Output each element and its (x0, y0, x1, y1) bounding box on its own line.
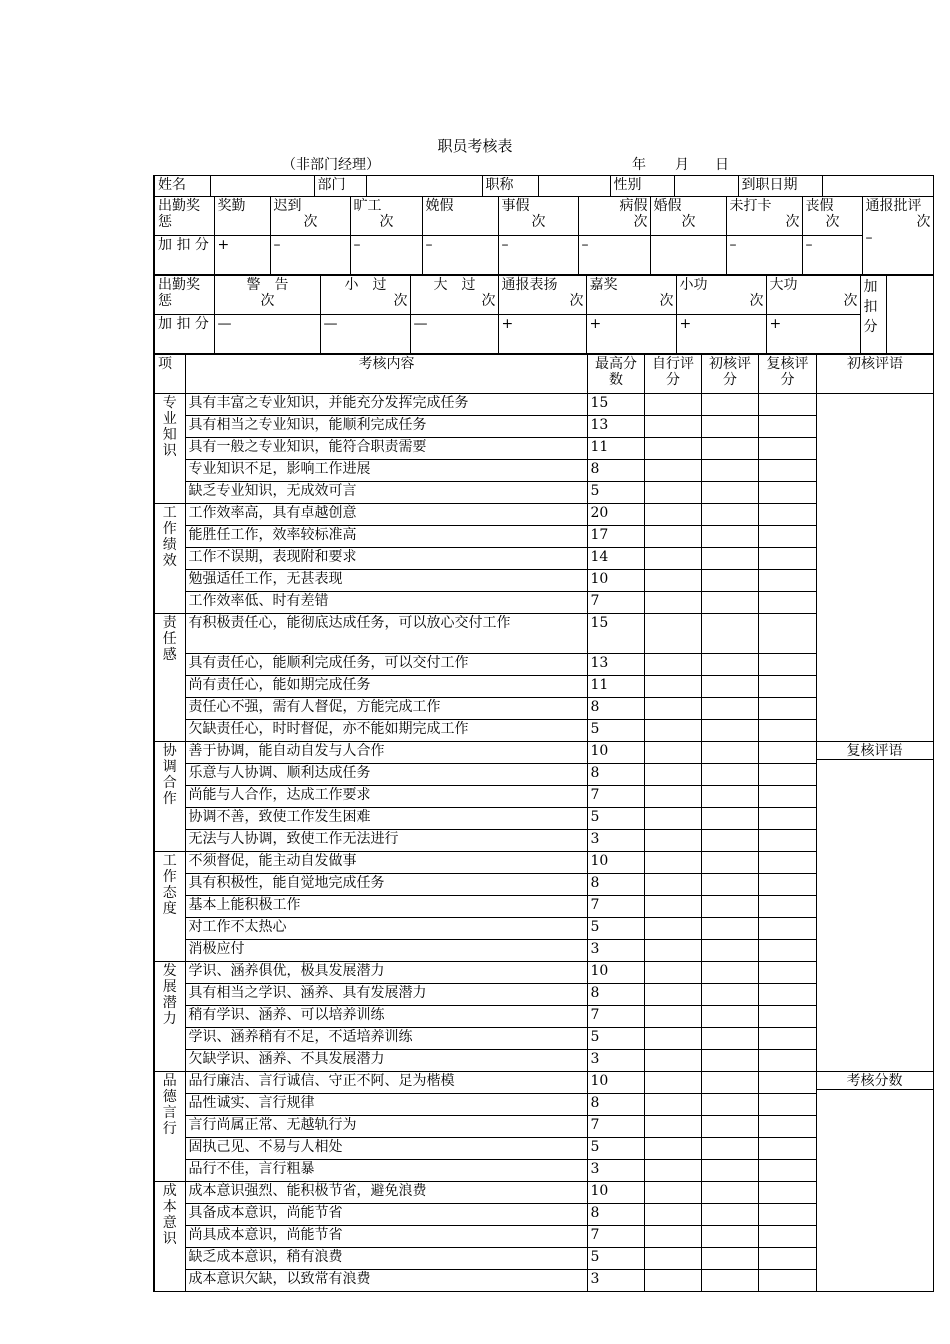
review-score-field[interactable] (758, 1248, 816, 1270)
first-score-field[interactable] (701, 742, 758, 764)
review-score-field[interactable] (758, 460, 816, 482)
first-score-field[interactable] (701, 720, 758, 742)
self-score-field[interactable] (644, 1270, 701, 1292)
max-score: 5 (587, 720, 644, 742)
att2-points-cell[interactable]: — (214, 315, 320, 354)
first-score-field[interactable] (701, 1094, 758, 1116)
category-label: 工作绩效 (154, 504, 185, 614)
first-score-field[interactable] (701, 874, 758, 896)
header-review-score: 复核评分 (758, 355, 816, 394)
first-score-field[interactable] (701, 526, 758, 548)
gender-label: 性别 (610, 176, 674, 197)
att1-points-cell[interactable]: – (802, 236, 862, 275)
att2-points-cell[interactable]: — (410, 315, 498, 354)
criteria-text: 成本意识欠缺，以致常有浪费 (185, 1270, 587, 1292)
criteria-text: 勉强适任工作，无甚表现 (185, 570, 587, 592)
max-score: 15 (587, 394, 644, 416)
criteria-row (154, 1072, 933, 1094)
review-score-field[interactable] (758, 984, 816, 1006)
review-score-field[interactable] (758, 962, 816, 984)
self-score-field[interactable] (644, 570, 701, 592)
first-score-field[interactable] (701, 394, 758, 416)
form-subtitle: （非部门经理） (282, 157, 380, 173)
max-score: 5 (587, 808, 644, 830)
max-score: 10 (587, 570, 644, 592)
criteria-text: 品性诚实、言行规律 (185, 1094, 587, 1116)
max-score: 10 (587, 962, 644, 984)
review-comment-label: 复核评语 (817, 743, 933, 760)
first-score-field[interactable] (701, 786, 758, 808)
review-score-field[interactable] (758, 394, 816, 416)
first-score-field[interactable] (701, 438, 758, 460)
max-score: 3 (587, 940, 644, 962)
max-score: 8 (587, 764, 644, 786)
self-score-field[interactable] (644, 1072, 701, 1094)
att1-item-label: 通报批评 次 – (862, 197, 933, 275)
join-date-label: 到职日期 (738, 176, 822, 197)
max-score: 7 (587, 1226, 644, 1248)
self-score-field[interactable] (644, 614, 701, 654)
criteria-text: 尚具成本意识，尚能节省 (185, 1226, 587, 1248)
max-score: 14 (587, 548, 644, 570)
review-score-field[interactable] (758, 548, 816, 570)
header-first-comment: 初核评语 (816, 355, 933, 394)
max-score: 10 (587, 1182, 644, 1204)
header-self-score: 自行评分 (644, 355, 701, 394)
review-score-field[interactable] (758, 1226, 816, 1248)
first-score-field[interactable] (701, 1028, 758, 1050)
review-score-field[interactable] (758, 1006, 816, 1028)
header-content: 考核内容 (185, 355, 587, 394)
att1-points-cell[interactable]: – (422, 236, 498, 275)
review-score-field[interactable] (758, 720, 816, 742)
att2-points-cell[interactable]: + (766, 315, 860, 354)
first-score-field[interactable] (701, 1182, 758, 1204)
header-first-score: 初核评分 (701, 355, 758, 394)
self-score-field[interactable] (644, 808, 701, 830)
first-score-field[interactable] (701, 1248, 758, 1270)
first-score-field[interactable] (701, 918, 758, 940)
max-score: 15 (587, 614, 644, 654)
self-score-field[interactable] (644, 1226, 701, 1248)
first-score-field[interactable] (701, 940, 758, 962)
review-score-field[interactable] (758, 676, 816, 698)
self-score-field[interactable] (644, 720, 701, 742)
att1-points-label: 加 扣 分 (154, 236, 214, 275)
criteria-text: 有积极责任心，能彻底达成任务，可以放心交付工作 (185, 614, 587, 654)
review-score-field[interactable] (758, 830, 816, 852)
att2-last-label: 加扣分 (860, 276, 886, 354)
self-score-field[interactable] (644, 786, 701, 808)
criteria-text: 尚能与人合作，达成工作要求 (185, 786, 587, 808)
first-score-field[interactable] (701, 460, 758, 482)
first-score-field[interactable] (701, 1050, 758, 1072)
att1-item-label: 迟到 次 (270, 197, 350, 236)
max-score: 5 (587, 1028, 644, 1050)
att1-item-label: 未打卡 次 (726, 197, 802, 236)
form-subtitle-line (0, 154, 950, 174)
first-score-field[interactable] (701, 482, 758, 504)
self-score-field[interactable] (644, 962, 701, 984)
max-score: 10 (587, 852, 644, 874)
criteria-text: 学识、涵养俱优，极具发展潜力 (185, 962, 587, 984)
att2-item-label: 嘉奖 次 (586, 276, 676, 315)
review-score-field[interactable] (758, 592, 816, 614)
att2-row-label: 出勤奖惩 (154, 276, 214, 315)
category-label: 品德言行 (154, 1072, 185, 1182)
review-score-field[interactable] (758, 526, 816, 548)
header-max-score: 最高分数 (587, 355, 644, 394)
self-score-field[interactable] (644, 874, 701, 896)
review-score-field[interactable] (758, 1204, 816, 1226)
criteria-text: 工作不误期，表现附和要求 (185, 548, 587, 570)
max-score: 7 (587, 1006, 644, 1028)
max-score: 3 (587, 1270, 644, 1292)
review-score-field[interactable] (758, 742, 816, 764)
first-score-field[interactable] (701, 830, 758, 852)
first-score-field[interactable] (701, 1006, 758, 1028)
attendance-table-2 (153, 275, 934, 354)
max-score: 3 (587, 830, 644, 852)
review-score-field[interactable] (758, 570, 816, 592)
review-score-field[interactable] (758, 808, 816, 830)
review-comment-field[interactable] (816, 742, 933, 1072)
att1-row-label: 出勤奖惩 (154, 197, 214, 236)
self-score-field[interactable] (644, 654, 701, 676)
max-score: 11 (587, 438, 644, 460)
max-score: 11 (587, 676, 644, 698)
first-score-field[interactable] (701, 808, 758, 830)
att1-points-cell[interactable] (650, 236, 726, 275)
att2-item-label: 警 告 次 (214, 276, 320, 315)
max-score: 7 (587, 896, 644, 918)
review-score-field[interactable] (758, 416, 816, 438)
criteria-text: 协调不善，致使工作发生困难 (185, 808, 587, 830)
att2-points-cell[interactable]: + (498, 315, 586, 354)
criteria-text: 尚有责任心，能如期完成任务 (185, 676, 587, 698)
first-score-field[interactable] (701, 548, 758, 570)
criteria-text: 学识、涵养稍有不足，不适培养训练 (185, 1028, 587, 1050)
first-score-field[interactable] (701, 984, 758, 1006)
max-score: 20 (587, 504, 644, 526)
self-score-field[interactable] (644, 1204, 701, 1226)
self-score-field[interactable] (644, 1160, 701, 1182)
max-score: 8 (587, 984, 644, 1006)
review-score-field[interactable] (758, 764, 816, 786)
review-score-field[interactable] (758, 940, 816, 962)
first-score-field[interactable] (701, 504, 758, 526)
review-score-field[interactable] (758, 614, 816, 654)
review-score-field[interactable] (758, 1270, 816, 1292)
gender-field[interactable] (674, 176, 738, 197)
review-score-field[interactable] (758, 1182, 816, 1204)
self-score-field[interactable] (644, 1138, 701, 1160)
att2-item-label: 小功 次 (676, 276, 766, 315)
self-score-field[interactable] (644, 764, 701, 786)
self-score-field[interactable] (644, 984, 701, 1006)
self-score-field[interactable] (644, 698, 701, 720)
criteria-text: 乐意与人协调、顺利达成任务 (185, 764, 587, 786)
criteria-text: 责任心不强，需有人督促，方能完成工作 (185, 698, 587, 720)
first-score-field[interactable] (701, 1226, 758, 1248)
total-score-field[interactable] (816, 1072, 933, 1292)
review-score-field[interactable] (758, 1116, 816, 1138)
first-score-field[interactable] (701, 764, 758, 786)
criteria-row (154, 742, 933, 764)
criteria-text: 欠缺责任心，时时督促，亦不能如期完成工作 (185, 720, 587, 742)
self-score-field[interactable] (644, 1006, 701, 1028)
category-label: 工作态度 (154, 852, 185, 962)
date-month-label: 月 (675, 157, 689, 173)
criteria-text: 能胜任工作，效率较标准高 (185, 526, 587, 548)
review-score-field[interactable] (758, 1028, 816, 1050)
criteria-text: 善于协调，能自动自发与人合作 (185, 742, 587, 764)
criteria-text: 具有相当之学识、涵养、具有发展潜力 (185, 984, 587, 1006)
criteria-text: 基本上能积极工作 (185, 896, 587, 918)
first-score-field[interactable] (701, 852, 758, 874)
self-score-field[interactable] (644, 742, 701, 764)
self-score-field[interactable] (644, 830, 701, 852)
first-score-field[interactable] (701, 1270, 758, 1292)
header-item: 项 (154, 355, 185, 394)
att1-points-cell[interactable]: + (214, 236, 270, 275)
first-score-field[interactable] (701, 1204, 758, 1226)
criteria-text: 具备成本意识，尚能节省 (185, 1204, 587, 1226)
review-score-field[interactable] (758, 438, 816, 460)
max-score: 7 (587, 1116, 644, 1138)
review-score-field[interactable] (758, 1050, 816, 1072)
criteria-text: 固执己见、不易与人相处 (185, 1138, 587, 1160)
self-score-field[interactable] (644, 1028, 701, 1050)
category-label: 成本意识 (154, 1182, 185, 1292)
att2-last-field[interactable] (886, 276, 933, 354)
review-score-field[interactable] (758, 918, 816, 940)
evaluation-table (153, 354, 934, 1292)
first-score-field[interactable] (701, 592, 758, 614)
criteria-text: 品行不佳，言行粗暴 (185, 1160, 587, 1182)
att1-item-label: 婚假 次 (650, 197, 726, 236)
max-score: 13 (587, 654, 644, 676)
self-score-field[interactable] (644, 548, 701, 570)
criteria-text: 工作效率低、时有差错 (185, 592, 587, 614)
att1-points-cell[interactable]: – (726, 236, 802, 275)
first-score-field[interactable] (701, 1072, 758, 1094)
first-score-field[interactable] (701, 1116, 758, 1138)
criteria-text: 缺乏成本意识，稍有浪费 (185, 1248, 587, 1270)
category-label: 责任感 (154, 614, 185, 742)
date-year-label: 年 (632, 157, 646, 173)
review-score-field[interactable] (758, 1160, 816, 1182)
att2-points-cell[interactable]: — (320, 315, 410, 354)
att1-points-cell[interactable]: – (270, 236, 350, 275)
max-score: 7 (587, 786, 644, 808)
self-score-field[interactable] (644, 416, 701, 438)
criteria-text: 消极应付 (185, 940, 587, 962)
att2-item-label: 通报表扬 次 (498, 276, 586, 315)
criteria-text: 欠缺学识、涵养、不具发展潜力 (185, 1050, 587, 1072)
att1-points-cell[interactable]: – (350, 236, 422, 275)
date-day-label: 日 (715, 157, 729, 173)
review-score-field[interactable] (758, 1138, 816, 1160)
self-score-field[interactable] (644, 676, 701, 698)
self-score-field[interactable] (644, 526, 701, 548)
self-score-field[interactable] (644, 1094, 701, 1116)
criteria-text: 无法与人协调，致使工作无法进行 (185, 830, 587, 852)
criteria-text: 具有一般之专业知识，能符合职责需要 (185, 438, 587, 460)
first-comment-field[interactable] (816, 394, 933, 742)
first-score-field[interactable] (701, 1160, 758, 1182)
first-score-field[interactable] (701, 676, 758, 698)
position-field[interactable] (538, 176, 610, 197)
criteria-text: 专业知识不足，影响工作进展 (185, 460, 587, 482)
max-score: 5 (587, 482, 644, 504)
review-score-field[interactable] (758, 896, 816, 918)
first-score-field[interactable] (701, 698, 758, 720)
self-score-field[interactable] (644, 1116, 701, 1138)
first-score-field[interactable] (701, 570, 758, 592)
criteria-text: 品行廉洁、言行诚信、守正不阿、足为楷模 (185, 1072, 587, 1094)
att1-points-cell[interactable]: – (578, 236, 650, 275)
att1-item-label: 奖勤 (214, 197, 270, 236)
review-score-field[interactable] (758, 852, 816, 874)
criteria-text: 具有丰富之专业知识，并能充分发挥完成任务 (185, 394, 587, 416)
max-score: 3 (587, 1050, 644, 1072)
max-score: 8 (587, 460, 644, 482)
review-score-field[interactable] (758, 504, 816, 526)
criteria-text: 具有积极性，能自觉地完成任务 (185, 874, 587, 896)
name-label: 姓名 (154, 176, 210, 197)
att2-item-label: 大功 次 (766, 276, 860, 315)
max-score: 3 (587, 1160, 644, 1182)
self-score-field[interactable] (644, 592, 701, 614)
att2-points-cell[interactable]: + (586, 315, 676, 354)
employee-info-table (153, 175, 934, 197)
first-score-field[interactable] (701, 614, 758, 654)
first-score-field[interactable] (701, 416, 758, 438)
self-score-field[interactable] (644, 1182, 701, 1204)
criteria-text: 言行尚属正常、无越轨行为 (185, 1116, 587, 1138)
dept-label: 部门 (314, 176, 366, 197)
first-score-field[interactable] (701, 962, 758, 984)
criteria-text: 对工作不太热心 (185, 918, 587, 940)
att2-points-cell[interactable]: + (676, 315, 766, 354)
max-score: 8 (587, 1204, 644, 1226)
max-score: 10 (587, 1072, 644, 1094)
self-score-field[interactable] (644, 460, 701, 482)
form-title: 职员考核表 (437, 137, 513, 155)
first-score-field[interactable] (701, 1138, 758, 1160)
self-score-field[interactable] (644, 896, 701, 918)
review-score-field[interactable] (758, 786, 816, 808)
category-label: 协调合作 (154, 742, 185, 852)
max-score: 5 (587, 1138, 644, 1160)
criteria-text: 工作效率高，具有卓越创意 (185, 504, 587, 526)
att2-item-label: 大 过 次 (410, 276, 498, 315)
criteria-text: 稍有学识、涵养、可以培养训练 (185, 1006, 587, 1028)
total-score-label: 考核分数 (817, 1073, 933, 1090)
att2-points-label: 加 扣 分 (154, 315, 214, 354)
max-score: 5 (587, 1248, 644, 1270)
join-date-field[interactable] (822, 176, 933, 197)
att1-item-label: 娩假 (422, 197, 498, 236)
review-score-field[interactable] (758, 482, 816, 504)
self-score-field[interactable] (644, 394, 701, 416)
criteria-text: 具有相当之专业知识，能顺利完成任务 (185, 416, 587, 438)
self-score-field[interactable] (644, 918, 701, 940)
self-score-field[interactable] (644, 1050, 701, 1072)
first-score-field[interactable] (701, 896, 758, 918)
max-score: 5 (587, 918, 644, 940)
first-score-field[interactable] (701, 654, 758, 676)
review-score-field[interactable] (758, 698, 816, 720)
review-score-field[interactable] (758, 1094, 816, 1116)
dept-field[interactable] (366, 176, 482, 197)
max-score: 10 (587, 742, 644, 764)
category-label: 发展潜力 (154, 962, 185, 1072)
criteria-row (154, 394, 933, 416)
max-score: 7 (587, 592, 644, 614)
review-score-field[interactable] (758, 1072, 816, 1094)
review-score-field[interactable] (758, 874, 816, 896)
self-score-field[interactable] (644, 438, 701, 460)
category-label: 专业知识 (154, 394, 185, 504)
criteria-text: 成本意识强烈、能积极节省，避免浪费 (185, 1182, 587, 1204)
max-score: 13 (587, 416, 644, 438)
self-score-field[interactable] (644, 940, 701, 962)
name-field[interactable] (210, 176, 314, 197)
att1-item-label: 病假 次 (578, 197, 650, 236)
criteria-text: 缺乏专业知识，无成效可言 (185, 482, 587, 504)
criteria-text: 具有责任心，能顺利完成任务，可以交付工作 (185, 654, 587, 676)
criteria-text: 不须督促，能主动自发做事 (185, 852, 587, 874)
self-score-field[interactable] (644, 482, 701, 504)
att2-item-label: 小 过 次 (320, 276, 410, 315)
review-score-field[interactable] (758, 654, 816, 676)
max-score: 8 (587, 698, 644, 720)
self-score-field[interactable] (644, 852, 701, 874)
att1-item-label: 丧假 次 (802, 197, 862, 236)
att1-item-label: 事假 次 (498, 197, 578, 236)
self-score-field[interactable] (644, 1248, 701, 1270)
position-label: 职称 (482, 176, 538, 197)
attendance-table-1 (153, 196, 934, 275)
max-score: 8 (587, 1094, 644, 1116)
max-score: 17 (587, 526, 644, 548)
self-score-field[interactable] (644, 504, 701, 526)
att1-item-label: 旷工 次 (350, 197, 422, 236)
att1-points-cell[interactable]: – (498, 236, 578, 275)
max-score: 8 (587, 874, 644, 896)
